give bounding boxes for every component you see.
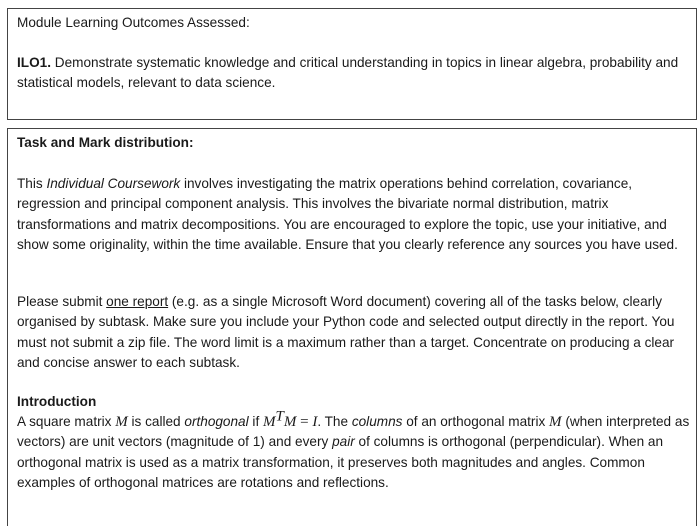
one-report-phrase: one report <box>106 294 169 309</box>
ilo1-label: ILO1. <box>17 55 51 70</box>
introduction-heading: Introduction <box>17 394 97 409</box>
task-paragraph-1: This Individual Coursework involves investigating the matrix operations behind correlation, covariance, regression and principal component analysis. This involves the bivariate normal distribution, matrix transformations and matrix decompositions. You are encouraged to explore the topic, use your initiative, and show some originality, within the time available. Ensure that you clearly reference any sources you have used. <box>17 176 678 253</box>
task-paragraph-2: Please submit one report (e.g. as a single Microsoft Word document) covering all of the tasks below, clearly organised by subtask. Make sure you include your Python code and selected output directly in the report. You must not submit a zip file. The word limit is a maximum rather than a target. Concentrate on producing a clear and concise answer to each subtask. <box>17 294 675 371</box>
task-heading: Task and Mark distribution: <box>17 135 194 150</box>
learning-outcomes-heading: Module Learning Outcomes Assessed: <box>17 15 250 30</box>
learning-outcomes-box <box>7 8 697 120</box>
introduction-paragraph: A square matrix M is called orthogonal if $M^TM = I$. The columns of an orthogonal matrix M (when interpreted as vectors) are unit vectors (magnitude of 1) and every pair of columns is orthogonal (perpendicular). When an orthogonal matrix is used as a matrix transformation, it preserves both magnitudes and angles. Common examples of orthogonal matrices are rotations and reflections. <box>17 408 690 491</box>
ilo1-text: Demonstrate systematic knowledge and critical understanding in topics in linear algebra, probability and statistical models, relevant to data science. <box>17 55 679 91</box>
task-box <box>7 128 697 526</box>
individual-coursework-phrase: Individual Coursework <box>46 176 181 191</box>
ilo1-paragraph <box>17 53 690 94</box>
